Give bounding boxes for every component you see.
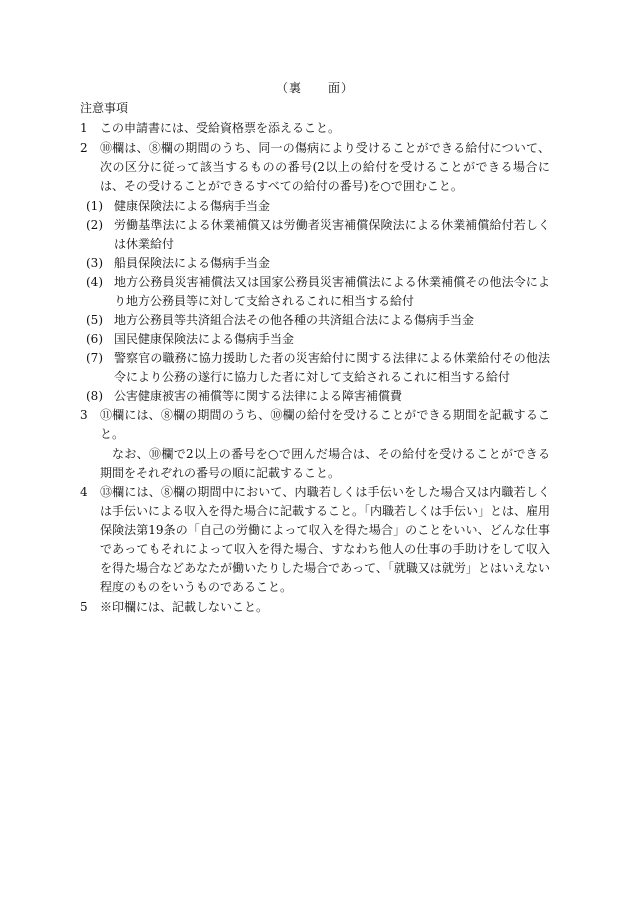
benefit-option-6 xyxy=(86,330,550,349)
section-heading: 注意事項 xyxy=(80,101,129,115)
benefit-option-4 xyxy=(86,273,550,311)
option-text: 健康保険法による傷病手当金 xyxy=(114,199,271,213)
note-number: 3 xyxy=(80,408,88,422)
benefit-option-5 xyxy=(86,311,550,330)
note-item-1 xyxy=(80,119,550,138)
option-number: (5) xyxy=(86,313,103,327)
note-item-5 xyxy=(80,598,550,617)
option-number: (3) xyxy=(86,256,103,270)
option-number: (8) xyxy=(86,389,103,403)
option-text: 労働基準法による休業補償又は労働者災害補償保険法による休業補償給付若しくは休業給付 xyxy=(114,218,550,251)
note-item-4 xyxy=(80,483,550,597)
option-text: 船員保険法による傷病手当金 xyxy=(114,256,271,270)
option-number: (1) xyxy=(86,199,103,213)
option-text: 警察官の職務に協力援助した者の災害給付に関する法律による休業給付その他法令により公務の遂行に協力した者に対して支給されるこれに相当する給付 xyxy=(114,351,550,384)
benefit-option-8 xyxy=(86,387,550,406)
note-number: 4 xyxy=(80,485,88,499)
option-text: 地方公務員災害補償法又は国家公務員災害補償法による休業補償その他法令により地方公務員等に対して支給されるこれに相当する給付 xyxy=(114,275,550,308)
notes-body xyxy=(80,119,550,618)
note-text: ⑩欄は、⑧欄の期間のうち、同一の傷病により受けることができる給付について、次の区分に従って該当するものの番号(2以上の給付を受けることができる場合には、その受けることができるすべての給付の番号)を○で囲むこと。 xyxy=(100,141,550,193)
benefit-option-3 xyxy=(86,254,550,273)
option-text: 公害健康被害の補償等に関する法律による障害補償費 xyxy=(114,389,403,403)
benefit-option-2 xyxy=(86,216,550,254)
note-text: ⑬欄には、⑧欄の期間中において、内職若しくは手伝いをした場合又は内職若しくは手伝いによる収入を得た場合に記載すること。「内職若しくは手伝い」とは、雇用保険法第19条の「自己の労働によって収入を得た場合」のことをいい、どんな仕事であってもそれによって収入を得た場合、すなわち他人の仕事の手助けをして収入を得た場合などあなたが働いたりした場合であって、「就職又は就労」とはいえない程度のものをいうものであること。 xyxy=(100,485,551,594)
note-item-2 xyxy=(80,139,550,196)
option-number: (6) xyxy=(86,332,103,346)
option-number: (7) xyxy=(86,351,103,365)
note-number: 1 xyxy=(80,121,88,135)
note-3-supplement: なお、⑩欄で2以上の番号を○で囲んだ場合は、その給付を受けることができる期間をそれぞれの番号の順に記載すること。 xyxy=(100,447,550,480)
note-text: ⑪欄には、⑧欄の期間のうち、⑩欄の給付を受けることができる期間を記載すること。 xyxy=(100,408,550,441)
benefit-option-1 xyxy=(86,197,550,216)
note-text: この申請書には、受給資格票を添えること。 xyxy=(100,121,341,135)
option-text: 地方公務員等共済組合法その他各種の共済組合法による傷病手当金 xyxy=(114,313,475,327)
note-number: 5 xyxy=(80,600,88,614)
benefit-option-7 xyxy=(86,349,550,387)
note-item-3 xyxy=(80,406,550,444)
note-number: 2 xyxy=(80,141,88,155)
option-text: 国民健康保険法による傷病手当金 xyxy=(114,332,295,346)
note-text: ※印欄には、記載しないこと。 xyxy=(100,600,269,614)
side-label: （裏 面） xyxy=(275,81,354,95)
option-number: (2) xyxy=(86,218,103,232)
option-number: (4) xyxy=(86,275,103,289)
